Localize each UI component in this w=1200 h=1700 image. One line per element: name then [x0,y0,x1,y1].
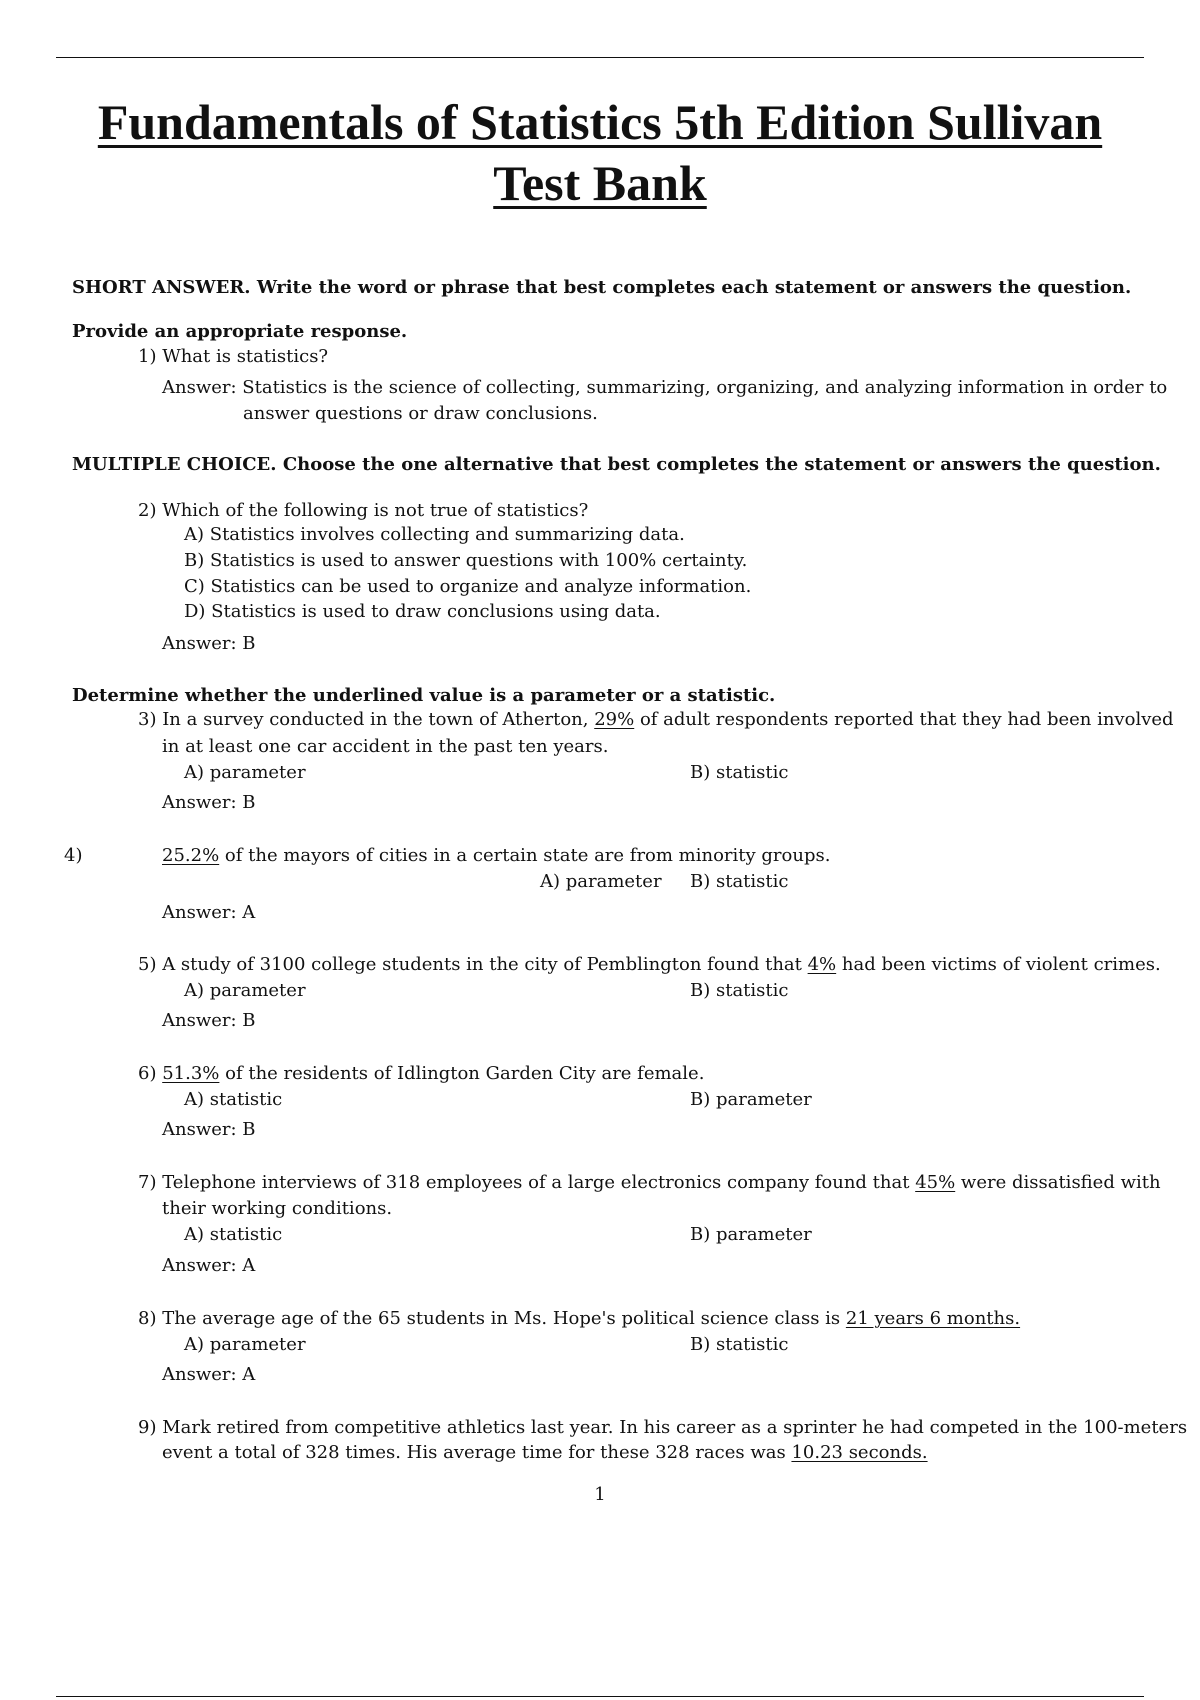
q2-option-a: A) Statistics involves collecting and summarizing data. [184,524,685,545]
q6-option-a: A) statistic [184,1089,283,1110]
bottom-rule [56,1696,1144,1697]
section-determine: Determine whether the underlined value is a parameter or a statistic. [72,685,776,706]
q9-text: 9) Mark retired from competitive athletics last year. In his career as a sprinter he had competed in the 100-meters [138,1417,1188,1438]
q4-answer: Answer: A [162,902,256,923]
q9-underlined-value: 10.23 seconds. [791,1442,928,1463]
q4-number: 4) [64,845,83,866]
q1-answer: Answer: Statistics is the science of collecting, summarizing, organizing, and analyzing information in order to [162,377,1168,398]
q2-text: 2) Which of the following is not true of statistics? [138,500,589,521]
q6-underlined-value: 51.3% [162,1063,220,1084]
section-short-answer: SHORT ANSWER. Write the word or phrase that best completes each statement or answers the question. [72,277,1132,298]
page-number: 1 [594,1484,606,1505]
page-subtitle: Test Bank [493,155,707,211]
q4-underlined-value: 25.2% [162,845,220,866]
q7-answer: Answer: A [162,1255,256,1276]
page-title: Fundamentals of Statistics 5th Edition Sullivan [97,94,1103,150]
q3-underlined-value: 29% [594,709,635,730]
q7-text-cont: their working conditions. [162,1198,393,1219]
q5-option-b: B) statistic [690,980,789,1001]
q8-option-b: B) statistic [690,1334,789,1355]
q7-text: 7) Telephone interviews of 318 employees of a large electronics company found that 45% were dissatisfied with [138,1172,1161,1193]
q9-text-cont: event a total of 328 times. His average time for these 328 races was 10.23 seconds. [162,1442,928,1463]
q6-answer: Answer: B [162,1119,256,1140]
section-provide: Provide an appropriate response. [72,321,408,342]
q3-text: 3) In a survey conducted in the town of Atherton, 29% of adult respondents reported that they had been involved [138,709,1174,730]
q8-option-a: A) parameter [184,1334,306,1355]
q4-option-a: A) parameter [540,871,662,892]
q2-option-c: C) Statistics can be used to organize and analyze information. [184,576,752,597]
q5-answer: Answer: B [162,1010,256,1031]
q7-option-b: B) parameter [690,1224,812,1245]
q2-answer: Answer: B [162,633,256,654]
top-rule [56,57,1144,58]
q5-underlined-value: 4% [807,954,837,975]
section-multiple-choice: MULTIPLE CHOICE. Choose the one alternative that best completes the statement or answers the question. [72,454,1161,475]
q3-answer: Answer: B [162,792,256,813]
q3-option-a: A) parameter [184,762,306,783]
q7-underlined-value: 45% [915,1172,956,1193]
q2-option-d: D) Statistics is used to draw conclusions using data. [184,601,661,622]
q4-option-b: B) statistic [690,871,789,892]
q5-option-a: A) parameter [184,980,306,1001]
q5-text: 5) A study of 3100 college students in the city of Pemblington found that 4% had been victims of violent crimes. [138,954,1161,975]
q6-text: 6) 51.3% of the residents of Idlington Garden City are female. [138,1063,705,1084]
q3-text-cont: in at least one car accident in the past ten years. [162,736,609,757]
q8-underlined-value: 21 years 6 months. [845,1308,1021,1329]
q1-text: 1) What is statistics? [138,346,329,367]
q7-option-a: A) statistic [184,1224,283,1245]
q4-text: 25.2% of the mayors of cities in a certain state are from minority groups. [162,845,831,866]
q8-text: 8) The average age of the 65 students in Ms. Hope's political science class is 21 years 6 months. [138,1308,1021,1329]
q6-option-b: B) parameter [690,1089,812,1110]
q2-option-b: B) Statistics is used to answer questions with 100% certainty. [184,550,748,571]
q3-option-b: B) statistic [690,762,789,783]
q1-answer-cont: answer questions or draw conclusions. [243,403,598,424]
q8-answer: Answer: A [162,1364,256,1385]
